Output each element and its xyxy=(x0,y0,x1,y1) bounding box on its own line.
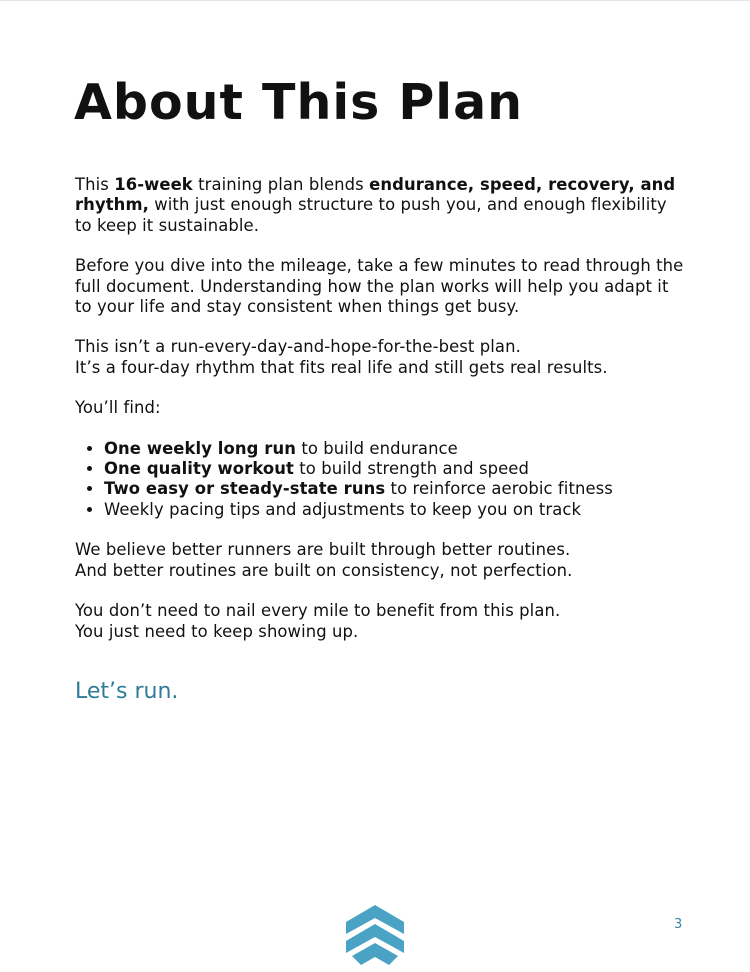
intro-text-end: with just enough structure to push you, and enough flexibility to keep it sustainable. xyxy=(75,195,667,235)
page-title: About This Plan xyxy=(74,74,524,131)
rhythm-line-1: This isn’t a run-every-day-and-hope-for-the-best plan. xyxy=(75,337,521,357)
page-number: 3 xyxy=(674,917,683,932)
chevron-logo-icon xyxy=(343,904,407,968)
intro-paragraph xyxy=(75,175,685,236)
list-item xyxy=(104,459,685,479)
list-item xyxy=(104,500,685,520)
showing-up-paragraph xyxy=(75,601,685,642)
feature-emphasis: One quality workout xyxy=(104,459,294,479)
body-text xyxy=(75,175,685,662)
feature-text: to reinforce aerobic fitness xyxy=(385,479,613,499)
feature-text: to build strength and speed xyxy=(293,459,529,479)
youll-find-label: You’ll find: xyxy=(75,398,161,418)
rhythm-paragraph xyxy=(75,337,685,378)
rhythm-line-2: It’s a four-day rhythm that fits real life and still gets real results. xyxy=(75,357,608,377)
list-item xyxy=(104,479,685,499)
feature-emphasis: Two easy or steady-state runs xyxy=(104,479,386,499)
feature-text: to build endurance xyxy=(296,438,458,458)
features-list xyxy=(75,439,685,521)
intro-pillars-emphasis: endurance, speed, recovery, and rhythm, xyxy=(75,175,676,215)
intro-text-middle: training plan blends xyxy=(192,175,370,194)
feature-text: Weekly pacing tips and adjustments to keep you on track xyxy=(104,499,582,519)
intro-duration-emphasis: 16-week xyxy=(114,175,193,194)
intro-text-start: This xyxy=(75,175,115,194)
showing-up-line-2: You just need to keep showing up. xyxy=(75,621,359,641)
chevron-logo-graphic xyxy=(343,904,407,968)
list-item xyxy=(104,439,685,459)
showing-up-line-1: You don’t need to nail every mile to benefit from this plan. xyxy=(75,601,561,621)
feature-emphasis: One weekly long run xyxy=(104,438,297,458)
closing-line: Let’s run. xyxy=(75,679,179,704)
routines-line-2: And better routines are built on consistency, not perfection. xyxy=(75,560,573,580)
routines-paragraph xyxy=(75,540,685,581)
routines-line-1: We believe better runners are built through better routines. xyxy=(75,540,571,560)
logo-bottom-chevron xyxy=(352,943,398,965)
read-through-paragraph: Before you dive into the mileage, take a few minutes to read through the full document. Understanding how the plan works will help you adapt it to your life and stay consistent when things get busy. xyxy=(75,256,684,317)
